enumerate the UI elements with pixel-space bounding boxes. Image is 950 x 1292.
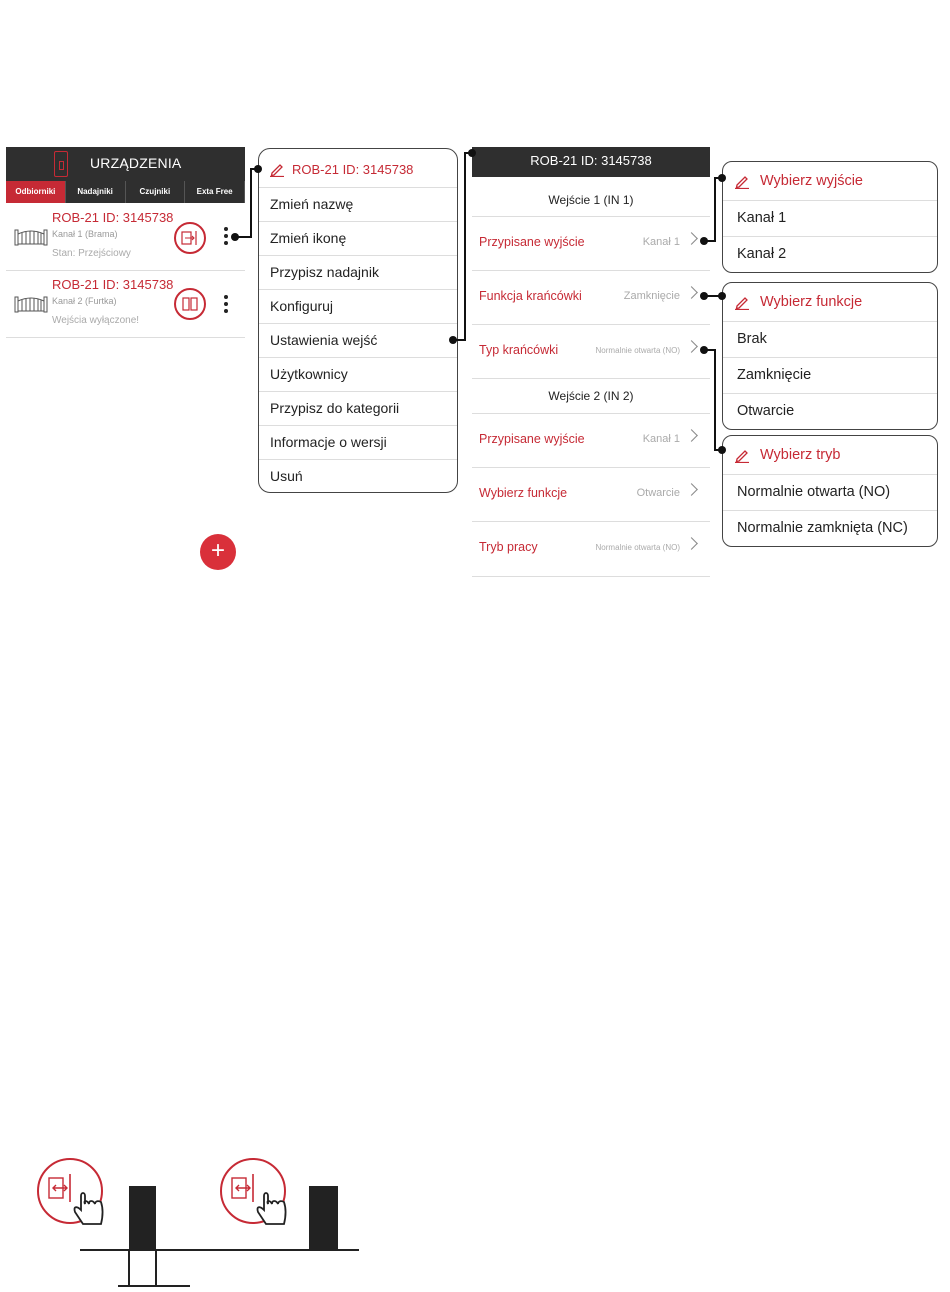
menu-item-rename[interactable]: Zmień nazwę xyxy=(259,188,457,222)
gate-button-press-icon xyxy=(220,1158,286,1224)
section-input-1: Wejście 1 (IN 1) xyxy=(548,193,634,207)
connector-line xyxy=(250,168,252,238)
connector-dot xyxy=(718,174,726,182)
chevron-right-icon xyxy=(685,429,698,442)
device-channel: Kanał 1 (Brama) xyxy=(52,229,118,239)
chevron-right-icon xyxy=(685,286,698,299)
row-value: Otwarcie xyxy=(636,487,680,499)
tab-czujniki[interactable]: Czujniki xyxy=(126,181,186,203)
devices-tabs xyxy=(6,181,245,203)
hand-pointer-icon xyxy=(220,1158,290,1238)
popup-choose-function xyxy=(722,282,938,430)
option-channel-1[interactable]: Kanał 1 xyxy=(723,201,937,237)
connector-line xyxy=(235,236,251,238)
option-opening[interactable]: Otwarcie xyxy=(737,403,795,419)
row-limit-type[interactable] xyxy=(472,324,710,379)
chevron-right-icon xyxy=(685,483,698,496)
device-status: Wejścia wyłączone! xyxy=(52,315,140,326)
devices-header xyxy=(6,147,245,181)
popup-header xyxy=(723,436,937,475)
tab-exta-free[interactable]: Exta Free xyxy=(185,181,245,203)
devices-screen xyxy=(6,147,245,347)
option-none[interactable]: Brak xyxy=(723,322,937,358)
connector-dot xyxy=(718,446,726,454)
row-assigned-output-1[interactable] xyxy=(472,216,710,271)
menu-item-change-icon[interactable]: Zmień ikonę xyxy=(259,222,457,256)
gate-toggle-button[interactable] xyxy=(174,222,206,254)
row-label: Wybierz funkcje xyxy=(479,486,568,500)
pencil-icon xyxy=(734,294,750,310)
popup-choose-mode xyxy=(722,435,938,547)
wicket-icon xyxy=(176,290,204,318)
row-choose-function[interactable] xyxy=(472,467,710,522)
menu-title: ROB-21 ID: 3145738 xyxy=(292,162,414,177)
pencil-icon xyxy=(734,447,750,463)
popup-header xyxy=(723,283,937,322)
row-label: Funkcja krańcówki xyxy=(479,289,582,303)
row-label: Typ krańcówki xyxy=(479,343,559,357)
wicket-toggle-button[interactable] xyxy=(174,288,206,320)
connector-dot xyxy=(254,165,262,173)
menu-item-delete[interactable]: Usuń xyxy=(270,468,303,484)
menu-item-version-info[interactable]: Informacje o wersji xyxy=(259,426,457,460)
popup-title: Wybierz funkcje xyxy=(760,294,863,310)
option-normally-open[interactable]: Normalnie otwarta (NO) xyxy=(723,475,937,511)
menu-header xyxy=(259,149,457,188)
device-channel: Kanał 2 (Furtka) xyxy=(52,296,117,306)
input-settings-title: ROB-21 ID: 3145738 xyxy=(472,147,710,177)
pulse-marker xyxy=(155,1250,157,1286)
connector-dot xyxy=(468,149,476,157)
row-label: Przypisane wyjście xyxy=(479,235,585,249)
menu-item-configure[interactable]: Konfiguruj xyxy=(259,290,457,324)
row-limit-function[interactable] xyxy=(472,270,710,325)
row-work-mode[interactable] xyxy=(472,521,710,577)
menu-item-users[interactable]: Użytkownicy xyxy=(259,358,457,392)
row-label: Przypisane wyjście xyxy=(479,432,585,446)
chevron-right-icon xyxy=(685,537,698,550)
popup-title: Wybierz wyjście xyxy=(760,173,863,189)
chevron-right-icon xyxy=(685,340,698,353)
tab-odbiorniki[interactable]: Odbiorniki xyxy=(6,181,66,203)
menu-item-assign-category[interactable]: Przypisz do kategorii xyxy=(259,392,457,426)
row-value: Normalnie otwarta (NO) xyxy=(595,346,680,355)
row-value: Kanał 1 xyxy=(642,433,680,445)
hand-pointer-icon xyxy=(37,1158,107,1238)
option-channel-2[interactable]: Kanał 2 xyxy=(737,246,787,262)
baseline xyxy=(80,1249,359,1251)
menu-item-input-settings[interactable]: Ustawienia wejść xyxy=(259,324,457,358)
section-input-2: Wejście 2 (IN 2) xyxy=(548,389,634,403)
pencil-icon xyxy=(269,161,285,177)
chevron-right-icon xyxy=(685,232,698,245)
option-normally-closed[interactable]: Normalnie zamknięta (NC) xyxy=(737,520,908,536)
popup-title: Wybierz tryb xyxy=(760,447,841,463)
connector-dot xyxy=(718,292,726,300)
row-assigned-output-2[interactable] xyxy=(472,413,710,468)
row-value: Normalnie otwarta (NO) xyxy=(595,543,680,552)
phone-icon xyxy=(54,151,68,177)
devices-title: URZĄDZENIA xyxy=(90,155,182,171)
device-name: ROB-21 ID: 3145738 xyxy=(52,277,174,292)
gate-button-press-icon xyxy=(37,1158,103,1224)
row-value: Zamknięcie xyxy=(623,290,680,302)
connector-line xyxy=(464,152,466,341)
pencil-icon xyxy=(734,173,750,189)
input-settings-screen xyxy=(472,147,710,577)
device-row[interactable] xyxy=(6,271,245,338)
popup-header xyxy=(723,162,937,201)
device-menu xyxy=(258,148,458,493)
more-options-icon[interactable] xyxy=(224,227,228,248)
device-status: Stan: Przejściowy xyxy=(52,248,131,259)
connector-line xyxy=(714,177,716,242)
connector-line xyxy=(714,349,716,451)
device-row[interactable] xyxy=(6,204,245,271)
option-closing[interactable]: Zamknięcie xyxy=(723,358,937,394)
pulse-marker xyxy=(128,1250,130,1286)
popup-choose-output xyxy=(722,161,938,273)
add-device-button[interactable]: + xyxy=(200,534,236,570)
row-value: Kanał 1 xyxy=(642,236,680,248)
tab-nadajniki[interactable]: Nadajniki xyxy=(66,181,126,203)
device-name: ROB-21 ID: 3145738 xyxy=(52,210,174,225)
more-options-icon[interactable] xyxy=(224,295,228,316)
gate-open-icon xyxy=(176,224,204,252)
menu-item-assign-transmitter[interactable]: Przypisz nadajnik xyxy=(259,256,457,290)
gate-icon xyxy=(14,293,48,313)
pulse-width-line xyxy=(118,1285,190,1287)
pulse-block xyxy=(129,1186,156,1250)
gate-icon xyxy=(14,226,48,246)
row-label: Tryb pracy xyxy=(479,540,538,554)
pulse-block xyxy=(309,1186,338,1250)
